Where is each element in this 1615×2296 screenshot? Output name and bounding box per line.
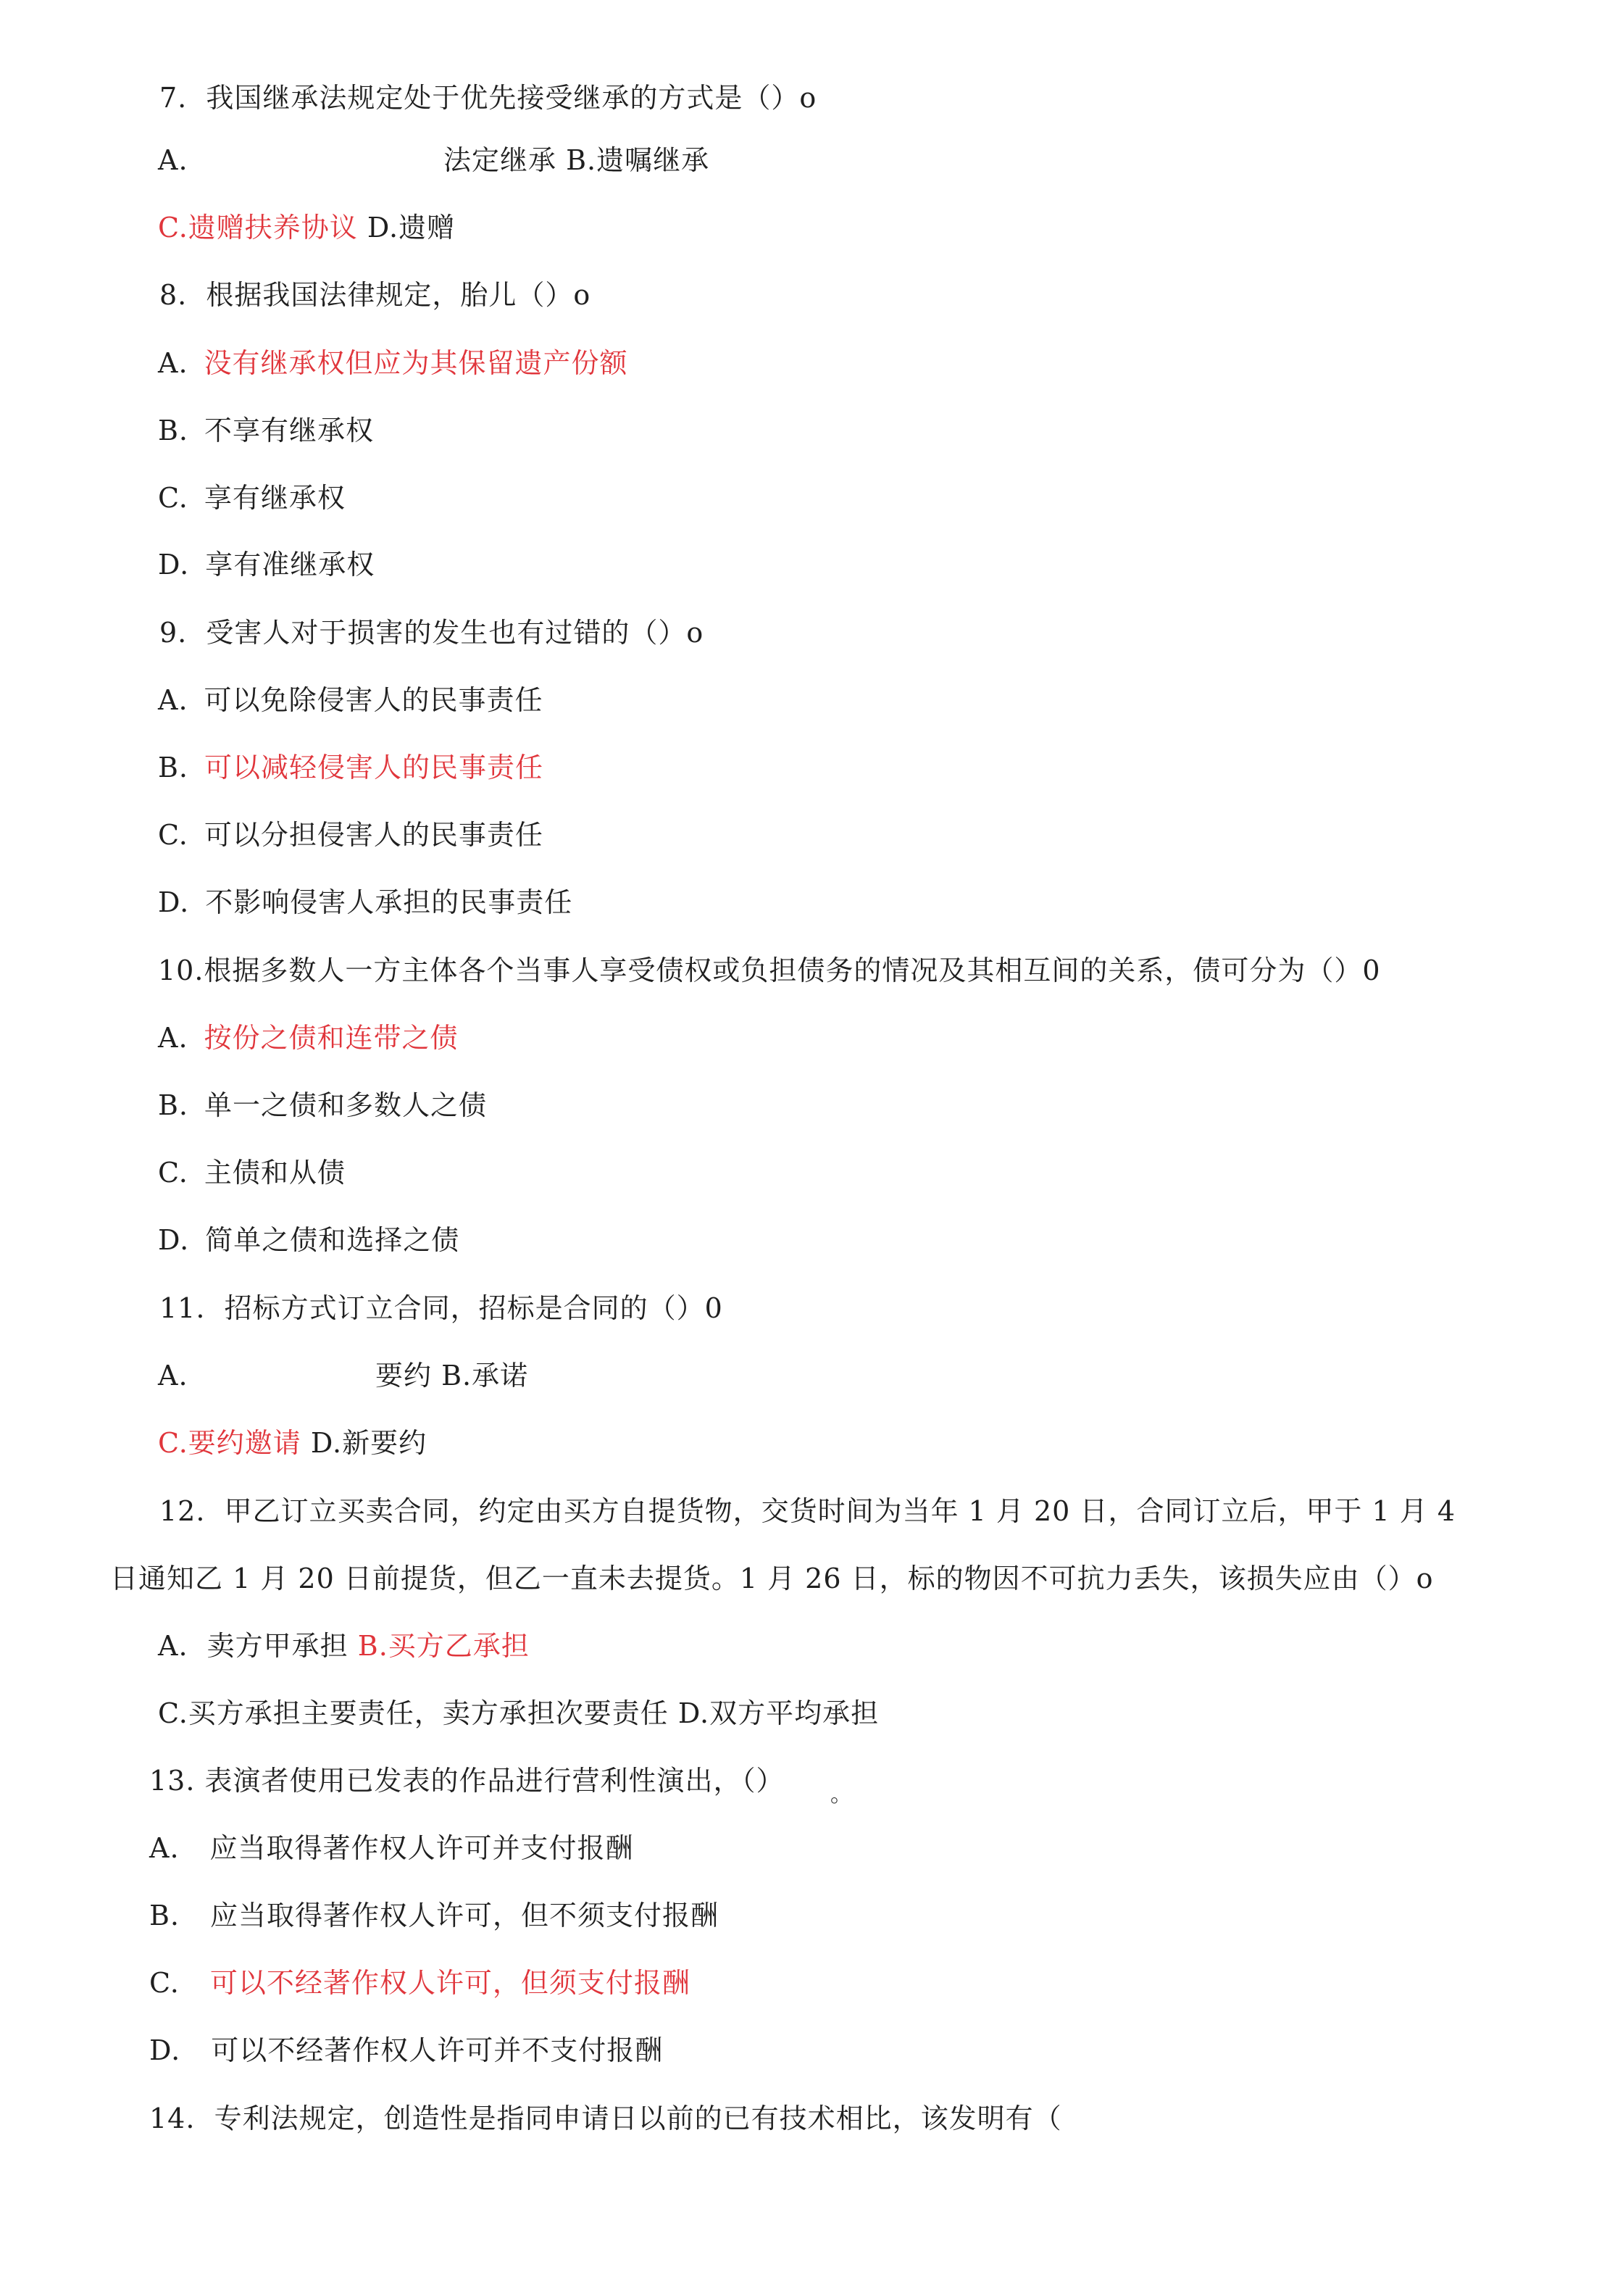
answer-highlight: C.遗赠扶养协议 xyxy=(158,212,358,244)
question-9-option-d: D. 不影响侵害人承担的民事责任 xyxy=(158,886,573,918)
question-9-option-c: C. 可以分担侵害人的民事责任 xyxy=(158,819,543,851)
question-10-option-a: A. 按份之债和连带之债 xyxy=(158,1022,459,1054)
question-7-stem: 7. 我国继承法规定处于优先接受继承的方式是（）o xyxy=(159,82,817,114)
question-11-option-a-b: 要约 B.承诺 xyxy=(375,1360,529,1392)
question-14-stem: 14. 专利法规定，创造性是指同申请日以前的已有技术相比，该发明有（ xyxy=(149,2102,1062,2134)
question-13-option-a: A. 应当取得著作权人许可并支付报酬 xyxy=(149,1832,634,1864)
question-13-option-b: B. 应当取得著作权人许可，但不须支付报酬 xyxy=(149,1900,719,1931)
question-11-option-a-letter: A. xyxy=(158,1360,188,1392)
question-12-option-c-d: C.买方承担主要责任，卖方承担次要责任 D.双方平均承担 xyxy=(158,1697,880,1729)
question-11-stem: 11. 招标方式订立合同，招标是合同的（）0 xyxy=(159,1292,723,1324)
question-13-stem: 13. 表演者使用已发表的作品进行营利性演出，（） xyxy=(149,1765,785,1797)
question-10-stem: 10.根据多数人一方主体各个当事人享受债权或负担债务的情况及其相互间的关系，债可分为（）0 xyxy=(158,954,1381,986)
answer-highlight: 可以减轻侵害人的民事责任 xyxy=(204,752,544,783)
question-8-option-a: A. 没有继承权但应为其保留遗产份额 xyxy=(158,347,628,379)
question-13-stem-mark: 。 xyxy=(830,1782,853,1808)
question-8-stem: 8. 根据我国法律规定，胎儿（）o xyxy=(159,279,591,311)
question-13-option-d: D. 可以不经著作权人许可并不支付报酬 xyxy=(149,2034,664,2066)
question-12-stem-line1: 12. 甲乙订立买卖合同，约定由买方自提货物，交货时间为当年 1 月 20 日，合同订立后，甲于 1 月 4 xyxy=(159,1495,1456,1527)
answer-highlight: 没有继承权但应为其保留遗产份额 xyxy=(204,347,628,379)
question-8-option-d: D. 享有准继承权 xyxy=(158,549,375,581)
question-13-option-c: C. 可以不经著作权人许可，但须支付报酬 xyxy=(149,1967,690,1999)
answer-highlight: 可以不经著作权人许可，但须支付报酬 xyxy=(209,1967,690,1999)
question-7-option-a-b: 法定继承 B.遗嘱继承 xyxy=(443,144,710,176)
question-11-option-c-d: C.要约邀请 D.新要约 xyxy=(158,1427,427,1459)
question-10-option-b: B. 单一之债和多数人之债 xyxy=(158,1089,488,1121)
question-7-option-a-letter: A. xyxy=(158,144,188,176)
question-10-option-c: C. 主债和从债 xyxy=(158,1157,346,1189)
question-7-option-c-d: C.遗赠扶养协议 D.遗赠 xyxy=(158,212,456,244)
question-12-option-a-b: A. 卖方甲承担 B.买方乙承担 xyxy=(158,1630,530,1662)
question-12-stem-line2: 日通知乙 1 月 20 日前提货，但乙一直未去提货。1 月 26 日，标的物因不可抗力丢失，该损失应由（）o xyxy=(110,1563,1434,1594)
answer-highlight: C.要约邀请 xyxy=(158,1427,301,1459)
question-8-option-b: B. 不享有继承权 xyxy=(158,415,375,446)
question-9-option-b: B. 可以减轻侵害人的民事责任 xyxy=(158,752,544,783)
question-10-option-d: D. 简单之债和选择之债 xyxy=(158,1224,460,1256)
answer-highlight: 按份之债和连带之债 xyxy=(204,1022,459,1054)
question-8-option-c: C. 享有继承权 xyxy=(158,482,346,514)
question-9-stem: 9. 受害人对于损害的发生也有过错的（）o xyxy=(159,617,704,649)
answer-highlight: B.买方乙承担 xyxy=(348,1630,530,1662)
question-9-option-a: A. 可以免除侵害人的民事责任 xyxy=(158,684,543,716)
